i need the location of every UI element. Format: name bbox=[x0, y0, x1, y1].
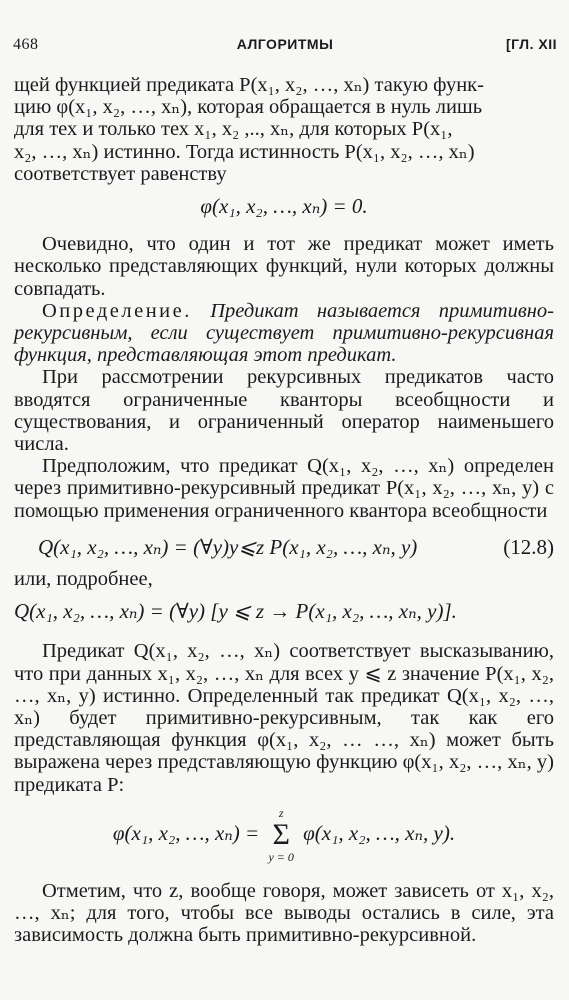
formula-phi-zero: φ(x₁, x₂, …, xₙ) = 0. bbox=[200, 194, 368, 219]
paragraph-predicate-q: Предикат Q(x₁, x₂, …, xₙ) соответствует высказыванию, что при данных x₁, x₂, …, xₙ для всех y ⩽ z значение P(x₁, x₂, …, xₙ, y) истинно. Определенный так предикат Q(x₁, x₂, …, xₙ) будет примитивно-рекурсивным, так как его представляющая функция φ(x₁, x₂, … …, xₙ) может быть выражена через представляющую функцию φ(x₁, x₂, …, xₙ, y) предиката P: bbox=[14, 640, 554, 796]
chapter-label: [ГЛ. XII bbox=[506, 36, 557, 52]
page-body bbox=[14, 74, 554, 947]
paragraph-dependency-note: Отметим, что z, вообще говоря, может зависеть от x₁, x₂, …, xₙ; для того, чтобы все выводы остались в силе, эта зависимость должна быть примитивно-рекурсивной. bbox=[14, 879, 554, 947]
paragraph-more-precisely: или, подробнее, bbox=[14, 568, 153, 591]
paragraph-suppose: Предположим, что предикат Q(x₁, x₂, …, xₙ) определен через примитивно-рекурсивный предикат P(x₁, x₂, …, xₙ, y) с помощью применения ограниченного квантора всеобщности bbox=[14, 455, 554, 522]
sum-operator bbox=[268, 806, 293, 864]
paragraph-bounded-quantifiers: При рассмотрении рекурсивных предикатов часто вводятся ограниченные кванторы всеобщности и существования, и ограниченный оператор наименьшего числа. bbox=[14, 366, 554, 456]
definition-paragraph bbox=[14, 300, 554, 367]
equation-number: (12.8) bbox=[503, 534, 554, 559]
page-number: 468 bbox=[13, 36, 39, 53]
running-title: АЛГОРИТМЫ bbox=[236, 36, 334, 52]
equation-12-8 bbox=[14, 536, 554, 558]
line-4: x₂, …, xₙ) истинно. Тогда истинность P(x₁, x₂, …, xₙ) bbox=[14, 140, 475, 163]
paragraph-continuation bbox=[14, 74, 554, 185]
definition-text: Предикат называется примитивно-рекурсивным, если существует примитивно-рекурсивная функция, представляющая этот предикат. bbox=[14, 299, 555, 367]
paragraph-representing-functions: Очевидно, что один и тот же предикат может иметь несколько представляющих функций, нули которых должны совпадать. bbox=[14, 233, 554, 300]
line-5: соответствует равенству bbox=[14, 162, 227, 185]
formula-sum-left: φ(x₁, x₂, …, xₙ) = bbox=[112, 820, 260, 845]
sigma-symbol: Σ bbox=[272, 817, 290, 851]
definition-label: Определение. bbox=[42, 299, 192, 322]
line-3: для тех и только тех x₁, x₂ ,.., xₙ, для которых P(x₁, bbox=[14, 118, 453, 141]
sum-lower-limit: y = 0 bbox=[268, 849, 294, 864]
sum-upper-limit: z bbox=[278, 805, 284, 820]
line-1: щей функцией предиката P(x₁, x₂, …, xₙ) такую функ- bbox=[14, 74, 484, 96]
formula-implication: Q(x₁, x₂, …, xₙ) = (∀y) [y ⩽ z → P(x₁, x₂, …, xₙ, y)]. bbox=[14, 599, 457, 624]
line-2: цию φ(x₁, x₂, …, xₙ), которая обращается в нуль лишь bbox=[14, 96, 483, 119]
formula-sum-right: φ(x₁, x₂, …, xₙ, y). bbox=[303, 820, 456, 845]
formula-sum bbox=[14, 806, 554, 864]
running-header bbox=[13, 36, 557, 58]
equation-12-8-body: Q(x₁, x₂, …, xₙ) = (∀y)y⩽z P(x₁, x₂, …, xₙ, y) bbox=[38, 534, 418, 559]
